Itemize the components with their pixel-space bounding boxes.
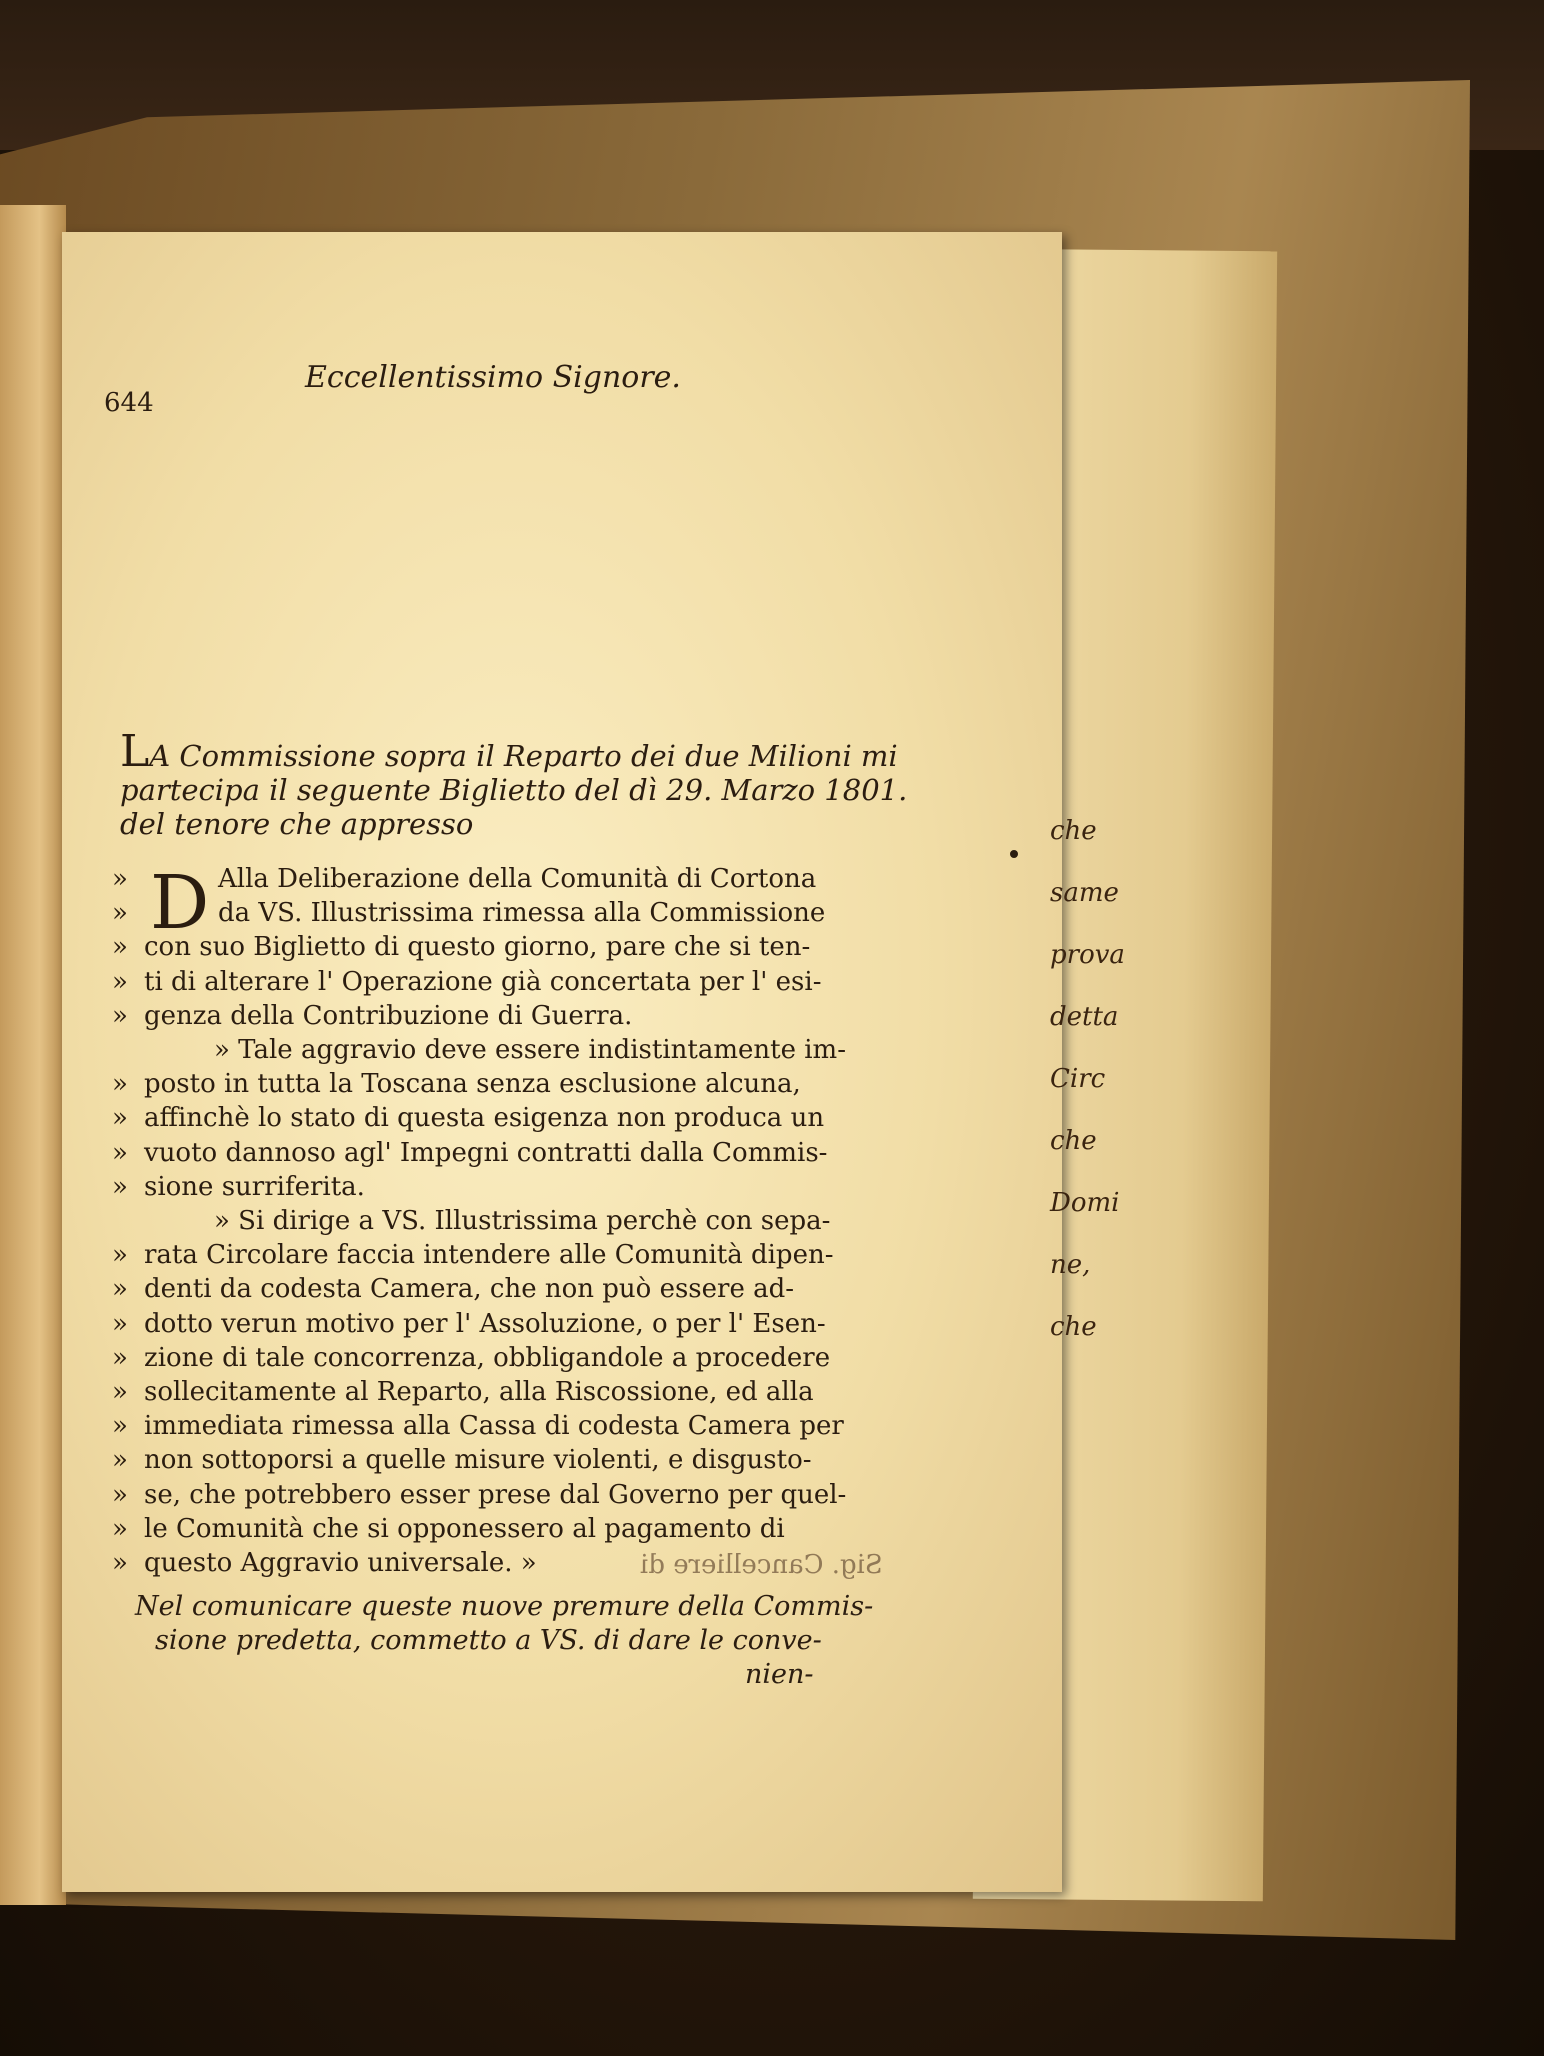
closing-line: Nel comunicare queste nuove premure della Commis- [135, 1591, 874, 1622]
body-line [112, 1443, 842, 1477]
margin-notes [1050, 800, 1170, 1358]
bleed-through-text: Sig. Cancelliere di [640, 1550, 883, 1580]
line-text: con suo Biglietto di questo giorno, pare che si ten- [144, 932, 811, 963]
page-header: Eccellentissimo Signore. [305, 360, 681, 395]
line-text: posto in tutta la Toscana senza esclusione alcuna, [144, 1069, 801, 1100]
body-line [112, 1136, 842, 1170]
margin-note: che [1050, 1312, 1097, 1342]
line-text: zione di tale concorrenza, obbligandole a procedere [144, 1342, 831, 1373]
quote-mark: » [112, 1274, 128, 1305]
quote-mark: » [112, 1000, 128, 1031]
quote-mark: » [112, 864, 128, 894]
body-line [112, 1409, 842, 1443]
line-text: » Tale aggravio deve essere indistintamente im- [214, 1035, 846, 1066]
quote-mark: » [112, 1377, 128, 1408]
line-text: » Si dirige a VS. Illustrissima perchè con sepa- [214, 1206, 831, 1237]
quote-mark: » [112, 932, 128, 963]
closing-line: sione predetta, commetto a VS. di dare le conve- [155, 1625, 822, 1656]
line-text: sione surriferita. [144, 1171, 365, 1202]
line-text: se, che potrebbero esser prese dal Governo per quel- [144, 1479, 847, 1510]
body-line [112, 1033, 846, 1067]
quote-mark: » [112, 898, 128, 929]
line-text: ti di alterare l' Operazione già concertata per l' esi- [144, 966, 822, 997]
line-text: questo Aggravio universale. » [144, 1548, 537, 1579]
quote-mark: » [112, 1171, 128, 1202]
body-line [112, 1341, 842, 1375]
intro-line: partecipa il seguente Biglietto del dì 29. Marzo 1801. [120, 773, 908, 807]
quote-mark: » [112, 1513, 128, 1544]
quote-mark: » [112, 1103, 128, 1134]
quote-mark: » [112, 1240, 128, 1271]
ink-dot [1010, 850, 1018, 858]
line-text: affinchè lo stato di questa esigenza non produca un [144, 1103, 825, 1134]
intro-paragraph [120, 726, 908, 841]
margin-note: Domi [1050, 1188, 1120, 1218]
line-text: sollecitamente al Reparto, alla Riscossione, ed alla [144, 1377, 814, 1408]
body-line [112, 1238, 842, 1272]
body-line [112, 862, 842, 896]
margin-note: detta [1050, 1002, 1119, 1032]
line-text: denti da codesta Camera, che non può essere ad- [144, 1274, 795, 1305]
quote-mark: » [112, 1548, 128, 1579]
line-text: Alla Deliberazione della Comunità di Cortona [218, 864, 817, 894]
margin-note: che [1050, 1126, 1097, 1156]
margin-note: prova [1050, 940, 1125, 970]
quote-mark: » [112, 966, 128, 997]
line-text: non sottoporsi a quelle misure violenti, e disgusto- [144, 1445, 812, 1476]
closing-line: nien- [745, 1659, 814, 1690]
quote-mark: » [112, 1411, 128, 1442]
line-text: vuoto dannoso agl' Impegni contratti dalla Commis- [144, 1137, 828, 1168]
left-page-edge [0, 205, 66, 1905]
intro-line: LA Commissione sopra il Reparto dei due Milioni mi [120, 726, 898, 777]
body-line [112, 1204, 842, 1238]
line-text: dotto verun motivo per l' Assoluzione, o per l' Esen- [144, 1308, 826, 1339]
body-line [112, 999, 842, 1033]
body-line [112, 1067, 842, 1101]
body-line [112, 1512, 842, 1546]
margin-note: che [1050, 816, 1097, 846]
margin-note: ne, [1050, 1250, 1091, 1280]
intro-initial: L [120, 726, 150, 777]
quote-mark: » [112, 1069, 128, 1100]
body-line [112, 930, 842, 964]
body-line [112, 896, 842, 930]
quote-mark: » [112, 1308, 128, 1339]
page-number: 644 [104, 388, 154, 418]
quote-mark: » [112, 1137, 128, 1168]
drop-cap: D [150, 860, 210, 946]
intro-line: del tenore che appresso [120, 807, 474, 841]
line-text: le Comunità che si opponessero al pagamento di [144, 1513, 785, 1544]
line-text: genza della Contribuzione di Guerra. [144, 1000, 633, 1031]
quote-mark: » [112, 1342, 128, 1373]
margin-note: same [1050, 878, 1119, 908]
body-line [112, 1375, 842, 1409]
quote-mark: » [112, 1445, 128, 1476]
body-line [112, 1272, 842, 1306]
line-text: immediata rimessa alla Cassa di codesta Camera per [144, 1411, 844, 1442]
body-line [112, 1170, 842, 1204]
line-text: da VS. Illustrissima rimessa alla Commissione [218, 898, 826, 929]
body-line [112, 965, 842, 999]
body-line [112, 1307, 842, 1341]
quote-mark: » [112, 1479, 128, 1510]
line-text: rata Circolare faccia intendere alle Comunità dipen- [144, 1240, 834, 1271]
body-line [112, 1478, 847, 1512]
body-line [112, 1101, 842, 1135]
margin-note: Circ [1050, 1064, 1106, 1094]
quoted-body [112, 862, 847, 1580]
closing-paragraph [135, 1590, 874, 1692]
